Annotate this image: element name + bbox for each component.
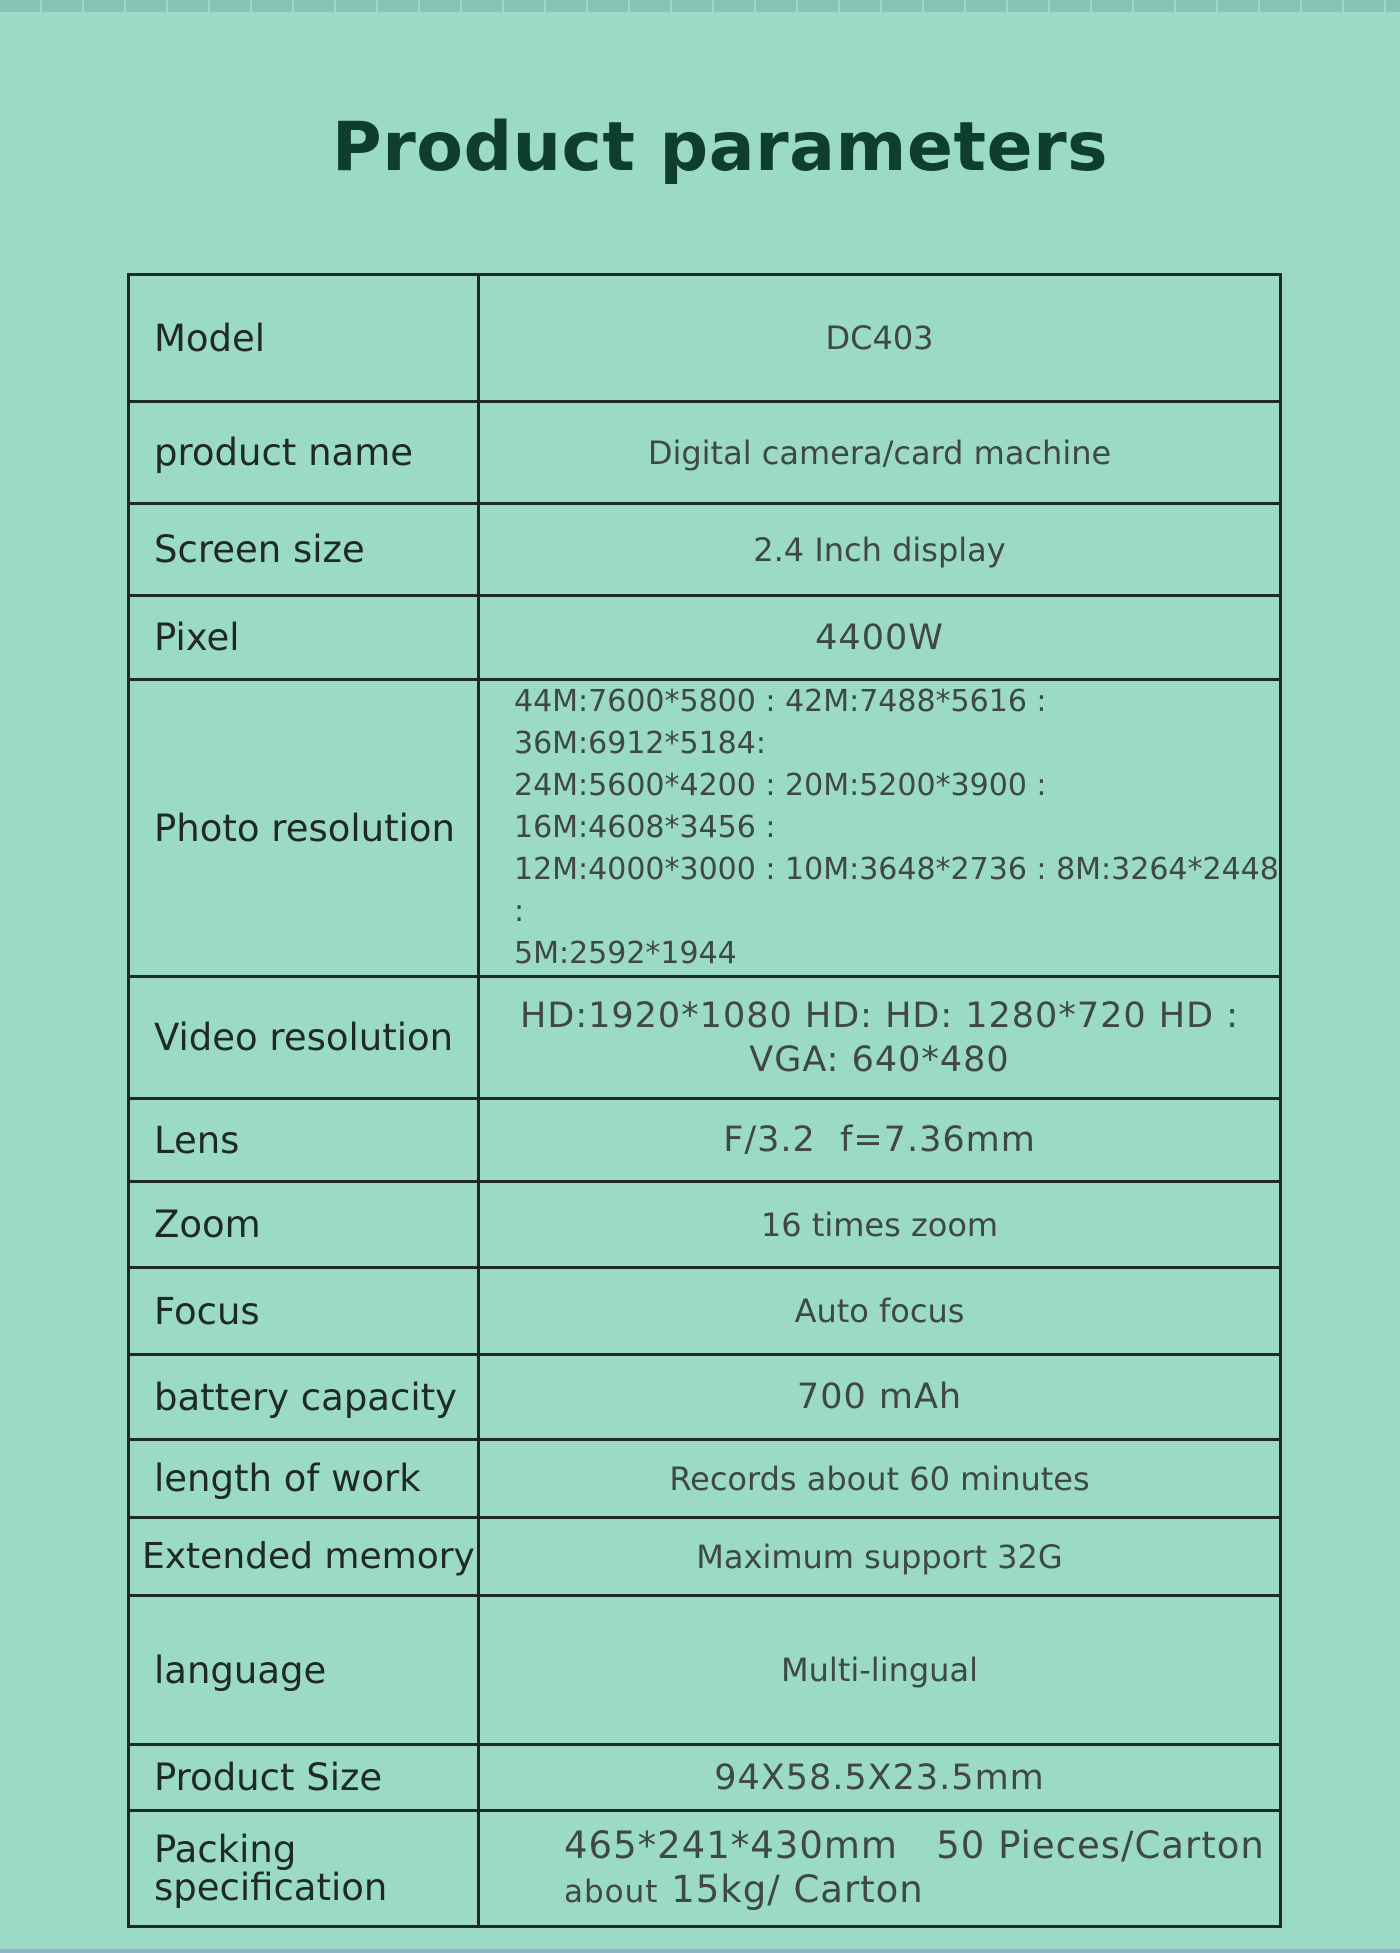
table-row [129,596,1281,680]
table-row [129,1268,1281,1355]
row-label: Model [129,275,479,402]
row-label: product name [129,402,479,504]
row-label: Extended memory [129,1518,479,1596]
row-label [129,1811,479,1927]
row-label: Lens [129,1099,479,1182]
top-decorative-strip [0,0,1400,12]
table-row [129,1745,1281,1811]
value-line: 44M:7600*5800 : 42M:7488*5616 : 36M:6912*5184: [514,684,1047,761]
row-label: battery capacity [129,1355,479,1440]
table-row [129,1440,1281,1518]
row-value: 94X58.5X23.5mm [479,1745,1281,1811]
row-value [479,977,1281,1099]
table-row [129,275,1281,402]
label-line: specification [154,1865,388,1909]
row-label: language [129,1596,479,1745]
table-row [129,504,1281,596]
row-value [479,680,1281,977]
row-value [479,1811,1281,1927]
table-row [129,1099,1281,1182]
bottom-decorative-strip [0,1949,1400,1953]
table-row [129,1182,1281,1268]
row-label: Zoom [129,1182,479,1268]
label-line: Packing [154,1827,297,1871]
row-value: 16 times zoom [479,1182,1281,1268]
value-fragment: 15kg/ Carton [671,1867,924,1911]
row-label: Screen size [129,504,479,596]
row-label: Product Size [129,1745,479,1811]
value-line: 465*241*430mm 50 Pieces/Carton [564,1823,1265,1867]
row-label: Photo resolution [129,680,479,977]
table-row [129,977,1281,1099]
table-row [129,1596,1281,1745]
value-fragment: about [564,1873,659,1910]
value-line: 12M:4000*3000 : 10M:3648*2736 : 8M:3264*2448 : [514,852,1279,929]
value-line: 24M:5600*4200 : 20M:5200*3900 : 16M:4608*3456 : [514,768,1047,845]
row-label: Video resolution [129,977,479,1099]
table-row [129,1811,1281,1927]
table-row [129,680,1281,977]
row-value: Digital camera/card machine [479,402,1281,504]
row-value: Maximum support 32G [479,1518,1281,1596]
table-row [129,1355,1281,1440]
row-value: Records about 60 minutes [479,1440,1281,1518]
row-label: Focus [129,1268,479,1355]
value-line: HD:1920*1080 HD: HD: 1280*720 HD : [520,995,1239,1036]
row-value: Auto focus [479,1268,1281,1355]
row-value: Multi-lingual [479,1596,1281,1745]
row-value: F/3.2 f=7.36mm [479,1099,1281,1182]
row-value: 2.4 Inch display [479,504,1281,596]
row-label: length of work [129,1440,479,1518]
row-value: 4400W [479,596,1281,680]
row-value: 700 mAh [479,1355,1281,1440]
row-label: Pixel [129,596,479,680]
value-line: VGA: 640*480 [749,1039,1010,1080]
value-line: 5M:2592*1944 [514,936,737,971]
page-title: Product parameters [331,108,1109,187]
row-value: DC403 [479,275,1281,402]
table-row [129,402,1281,504]
parameters-table [127,273,1282,1928]
table-row [129,1518,1281,1596]
value-line [564,1868,1279,1914]
